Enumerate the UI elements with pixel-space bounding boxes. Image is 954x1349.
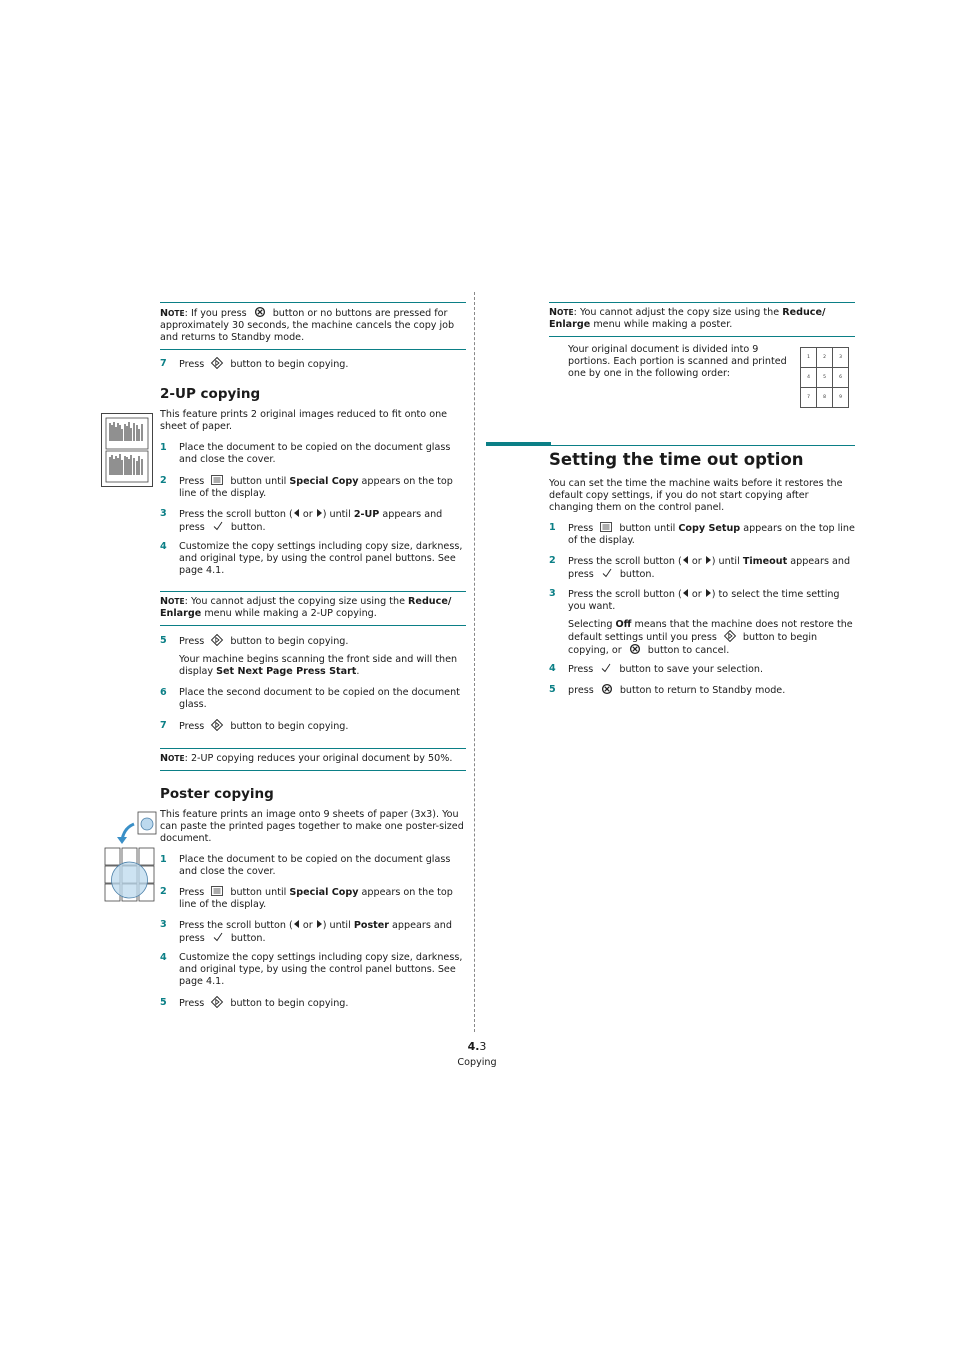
note-cancel-timeout: NOTE: If you press button or no buttons are pressed for approximately 30 seconds, the machine cancels the copy job and returns to Standby mode. <box>160 302 466 350</box>
scroll-right-icon <box>705 588 712 598</box>
grid-cell: 3 <box>832 347 849 368</box>
scroll-left-icon <box>293 508 300 518</box>
timeout-intro: You can set the time the machine waits before it restores the default copy settings, if you do not start copying after changing them on the control panel. <box>549 478 843 513</box>
timeout-step-3: 3 Press the scroll button ( or ) to select the time setting you want. <box>549 588 840 612</box>
grid-cell: 1 <box>800 347 817 368</box>
scroll-right-icon <box>316 508 323 518</box>
enter-check-icon <box>598 663 614 673</box>
grid-cell: 6 <box>832 367 849 388</box>
poster-step-5: 5 Press button to begin copying. <box>160 997 349 1009</box>
twoup-step-7: 7 Press button to begin copying. <box>160 720 349 732</box>
column-divider <box>474 292 475 1032</box>
menu-icon <box>209 475 225 485</box>
poster-intro: This feature prints an image onto 9 sheets of paper (3x3). You can paste the printed pages together to make one poster-sized document. <box>160 809 464 844</box>
start-icon <box>209 358 225 368</box>
grid-cell: 8 <box>816 387 833 408</box>
scroll-right-icon <box>316 919 323 929</box>
stop-clear-icon <box>599 684 615 694</box>
twoup-step-4: 4 Customize the copy settings including copy size, darkness, and original type, by using the control panel buttons. See page 4.1. <box>160 541 463 576</box>
start-icon <box>209 720 225 730</box>
start-icon <box>209 635 225 645</box>
note-poster-size: NOTE: You cannot adjust the copy size using the Reduce/ Enlarge menu while making a poster. <box>549 302 855 337</box>
poster-step-1: 1 Place the document to be copied on the document glass and close the cover. <box>160 854 451 877</box>
stop-clear-icon <box>627 644 643 654</box>
twoup-intro: This feature prints 2 original images reduced to fit onto one sheet of paper. <box>160 409 448 432</box>
timeout-step-4: 4 Press button to save your selection. <box>549 663 764 675</box>
timeout-step-2: 2 Press the scroll button ( or ) until Timeout appears and press button. <box>549 555 851 580</box>
scroll-left-icon <box>293 919 300 929</box>
grid-cell: 5 <box>816 367 833 388</box>
scroll-left-icon <box>682 588 689 598</box>
grid-cell: 9 <box>832 387 849 408</box>
start-icon <box>209 997 225 1007</box>
section-title-timeout: Setting the time out option <box>549 450 804 469</box>
twoup-step-5: 5 Press button to begin copying. <box>160 635 349 647</box>
twoup-step-2: 2 Press button until Special Copy appears on the top line of the display. <box>160 475 453 499</box>
menu-icon <box>209 886 225 896</box>
note-2up-reduce: NOTE: 2-UP copying reduces your original document by 50%. <box>160 748 466 771</box>
poster-illustration <box>104 810 158 902</box>
section-title-2up: 2-UP copying <box>160 386 261 402</box>
note-2up-size: NOTE: You cannot adjust the copying size using the Reduce/ Enlarge menu while making a 2-UP copying. <box>160 591 466 626</box>
twoup-step-5-detail: Your machine begins scanning the front side and will then display Set Next Page Press Start. <box>179 654 458 677</box>
twoup-step-1: 1 Place the document to be copied on the document glass and close the cover. <box>160 442 451 465</box>
enter-check-icon <box>210 932 226 942</box>
scroll-left-icon <box>682 555 689 565</box>
poster-order-grid <box>801 348 849 408</box>
section-rule <box>486 442 855 446</box>
twoup-step-3: 3 Press the scroll button ( or ) until 2-UP appears and press button. <box>160 508 443 533</box>
timeout-step-5: 5 press button to return to Standby mode. <box>549 684 786 696</box>
poster-step-3: 3 Press the scroll button ( or ) until Poster appears and press button. <box>160 919 452 944</box>
scroll-right-icon <box>705 555 712 565</box>
grid-cell: 2 <box>816 347 833 368</box>
stop-clear-icon <box>252 307 268 317</box>
page-number: 4.3 <box>467 1040 487 1053</box>
note-label: NOTE <box>160 308 185 319</box>
timeout-step-3-detail: Selecting Off means that the machine does not restore the default settings until you press button to begin copying, or button to cancel. <box>568 619 853 656</box>
enter-check-icon <box>599 568 615 578</box>
twoup-step-6: 6 Place the second document to be copied on the document glass. <box>160 687 460 710</box>
timeout-step-1: 1 Press button until Copy Setup appears on the top line of the display. <box>549 522 855 546</box>
poster-step-2: 2 Press button until Special Copy appears on the top line of the display. <box>160 886 453 910</box>
step-7-start: 7 Press button to begin copying. <box>160 358 349 370</box>
start-icon <box>722 631 738 641</box>
poster-step-4: 4 Customize the copy settings including copy size, darkness, and original type, by using the control panel buttons. See page 4.1. <box>160 952 463 987</box>
section-title-poster: Poster copying <box>160 786 274 802</box>
grid-cell: 4 <box>800 367 817 388</box>
poster-order-text: Your original document is divided into 9 portions. Each portion is scanned and printed one by one in the following order: <box>568 344 787 379</box>
menu-icon <box>598 522 614 532</box>
enter-check-icon <box>210 521 226 531</box>
twoup-illustration <box>101 413 153 487</box>
chapter-label: Copying <box>457 1057 497 1068</box>
grid-cell: 7 <box>800 387 817 408</box>
